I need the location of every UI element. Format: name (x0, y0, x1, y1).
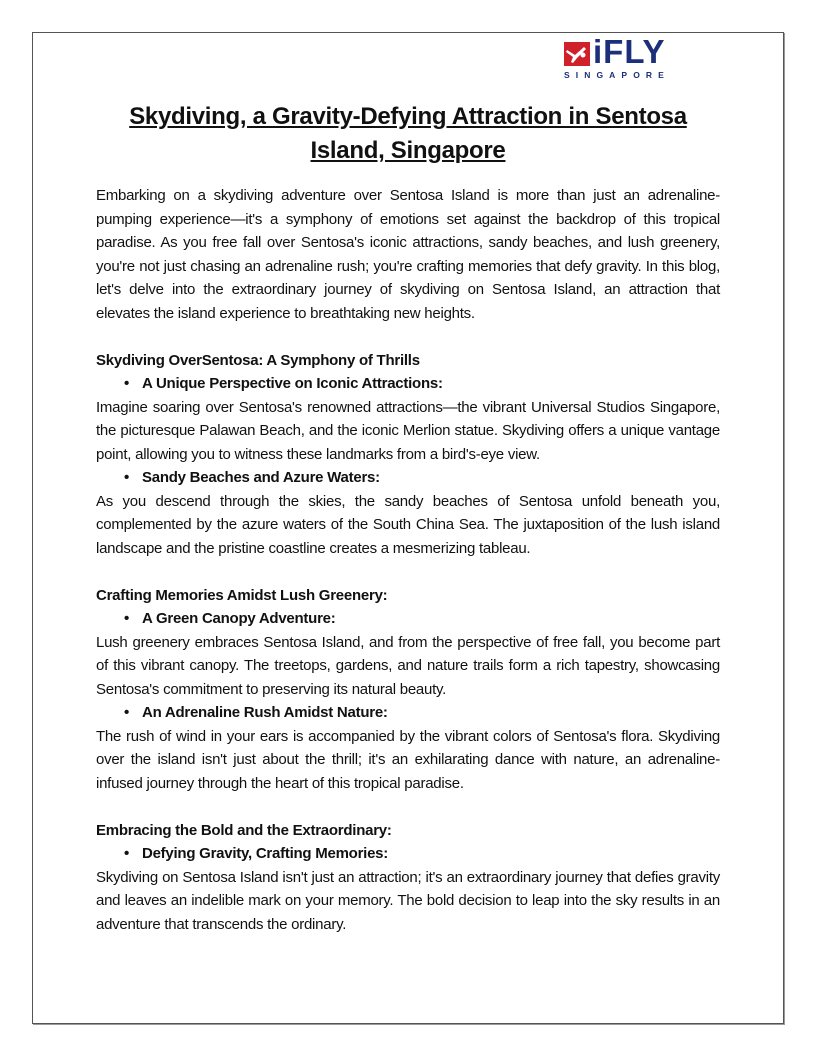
bullet-heading: • A Green Canopy Adventure: (96, 607, 720, 631)
ifly-logo: iFLY SINGAPORE (564, 33, 670, 80)
intro-paragraph: Embarking on a skydiving adventure over Sentosa Island is more than just an adrenaline-pumping experience—it's a symphony of emotions set against the backdrop of this tropical paradise. As you free fall over Sentosa's iconic attractions, sandy beaches, and lush greenery, you're not just chasing an adrenaline rush; you're crafting memories that defy gravity. In this blog, let's delve into the extraordinary journey of skydiving on Sentosa Island, an attraction that elevates the island experience to breathtaking new heights. (96, 187, 720, 322)
bullet-heading: • Defying Gravity, Crafting Memories: (96, 842, 720, 866)
bullet-heading: • Sandy Beaches and Azure Waters: (96, 466, 720, 490)
section-heading: Skydiving OverSentosa: A Symphony of Thrills (96, 351, 420, 369)
skydiver-icon (564, 42, 590, 66)
section-heading: Embracing the Bold and the Extraordinary: (96, 821, 392, 839)
section-heading: Crafting Memories Amidst Lush Greenery: (96, 586, 388, 604)
bullet-heading: • A Unique Perspective on Iconic Attractions: (96, 372, 720, 396)
document-title: Skydiving, a Gravity-Defying Attraction in Sentosa Island, Singapore (129, 103, 687, 164)
paragraph: Lush greenery embraces Sentosa Island, and from the perspective of free fall, you become part of this vibrant canopy. The treetops, gardens, and nature trails form a rich tapestry, showcasing Sentosa's commitment to preserving its natural beauty. (96, 633, 720, 698)
document-body (96, 100, 720, 936)
bullet-heading: • An Adrenaline Rush Amidst Nature: (96, 701, 720, 725)
paragraph: The rush of wind in your ears is accompanied by the vibrant colors of Sentosa's flora. Skydiving over the island isn't just about the thrill; it's an exhilarating dance with nature, an adrenaline-infused journey through the heart of this tropical paradise. (96, 727, 720, 792)
paragraph: As you descend through the skies, the sandy beaches of Sentosa unfold beneath you, complemented by the azure waters of the South China Sea. The juxtaposition of the lush island landscape and the pristine coastline creates a mesmerizing tableau. (96, 492, 720, 557)
paragraph: Imagine soaring over Sentosa's renowned attractions—the vibrant Universal Studios Singapore, the picturesque Palawan Beach, and the iconic Merlion statue. Skydiving offers a unique vantage point, allowing you to witness these landmarks from a bird's-eye view. (96, 398, 720, 463)
paragraph: Skydiving on Sentosa Island isn't just an attraction; it's an extraordinary journey that defies gravity and leaves an indelible mark on your memory. The bold decision to leap into the sky results in an adventure that transcends the ordinary. (96, 868, 720, 933)
